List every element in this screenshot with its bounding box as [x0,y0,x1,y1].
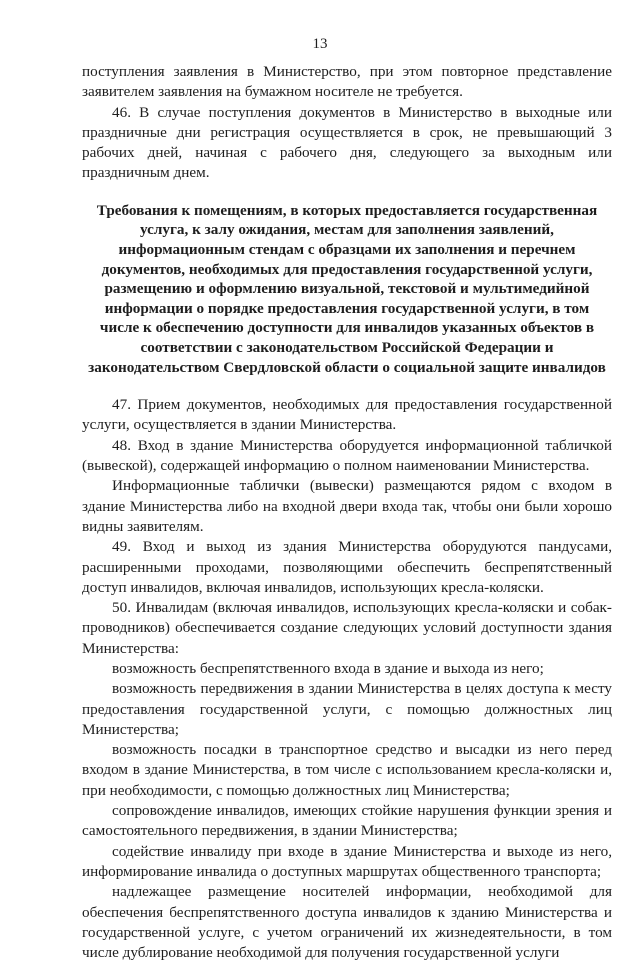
paragraph-47: 47. Прием документов, необходимых для предоставления государственной услуги, осуществляется в здании Министерства. [82,396,612,434]
paragraph-49: 49. Вход и выход из здания Министерства оборудуются пандусами, расширенными проходами, позволяющими обеспечить беспрепятственный доступ инвалидов, включая инвалидов, использующих кресла-коляски. [82,538,612,596]
list-item-entry-exit: возможность беспрепятственного входа в здание и выхода из него; [112,659,544,677]
paragraph-46: 46. В случае поступления документов в Министерство в выходные или праздничные дни регистрация осуществляется в срок, не превышающий 3 рабочих дней, начиная с рабочего дня, следующего за выходным или праздничным днем. [82,103,612,182]
page-number: 13 [312,36,328,52]
paragraph-48: 48. Вход в здание Министерства оборудуется информационной табличкой (вывеской), содержащей информацию о полном наименовании Министерства. [82,436,612,475]
list-item-movement: возможность передвижения в здании Министерства в целях доступа к месту предоставления государственной услуги, с помощью должностных лиц Министерства; [82,680,612,738]
list-item-transport: возможность посадки в транспортное средство и высадки из него перед входом в здание Министерства, в том числе с использованием кресла-коляски и, при необходимости, с помощью должностных лиц Министерства; [82,741,612,799]
list-item-information: надлежащее размещение носителей информации, необходимой для обеспечения беспрепятственного доступа инвалидов к зданию Министерства и государственной услуге, с учетом ограничений их жизнедеятельности, в том числе дублирование необходимой для получения государственной услуги [82,883,612,962]
paragraph-50: 50. Инвалидам (включая инвалидов, использующих кресла-коляски и собак-проводников) обеспечивается создание следующих условий доступности здания Министерства: [82,599,612,657]
paragraph-continuation: поступления заявления в Министерство, при этом повторное представление заявителем заявления на бумажном носителе не требуется. [82,63,612,101]
paragraph-signs: Информационные таблички (вывески) размещаются рядом с входом в здание Министерства либо на входной двери входа так, чтобы они были хорошо видны заявителям. [82,477,612,535]
list-item-assistance: содействие инвалиду при входе в здание Министерства и выходе из него, информирование инвалида о доступных маршрутах общественного транспорта; [82,842,612,880]
section-heading: Требования к помещениям, в которых предоставляется государственная услуга, к залу ожидания, местам для заполнения заявлений, информационным стендам с образцами их заполнения и перечнем документов, необходимых для предоставления государственной услуги, размещению и оформлению визуальной, текстовой и мультимедийной информации о порядке предоставления государственной услуги, в том числе к обеспечению доступности для инвалидов указанных объектов в соответствии с законодательством Российской Федерации и законодательством Свердловской области о социальной защите инвалидов [88,201,606,376]
document-body [82,62,612,963]
list-item-escort: сопровождение инвалидов, имеющих стойкие нарушения функции зрения и самостоятельного передвижения, в здании Министерства; [82,802,612,840]
